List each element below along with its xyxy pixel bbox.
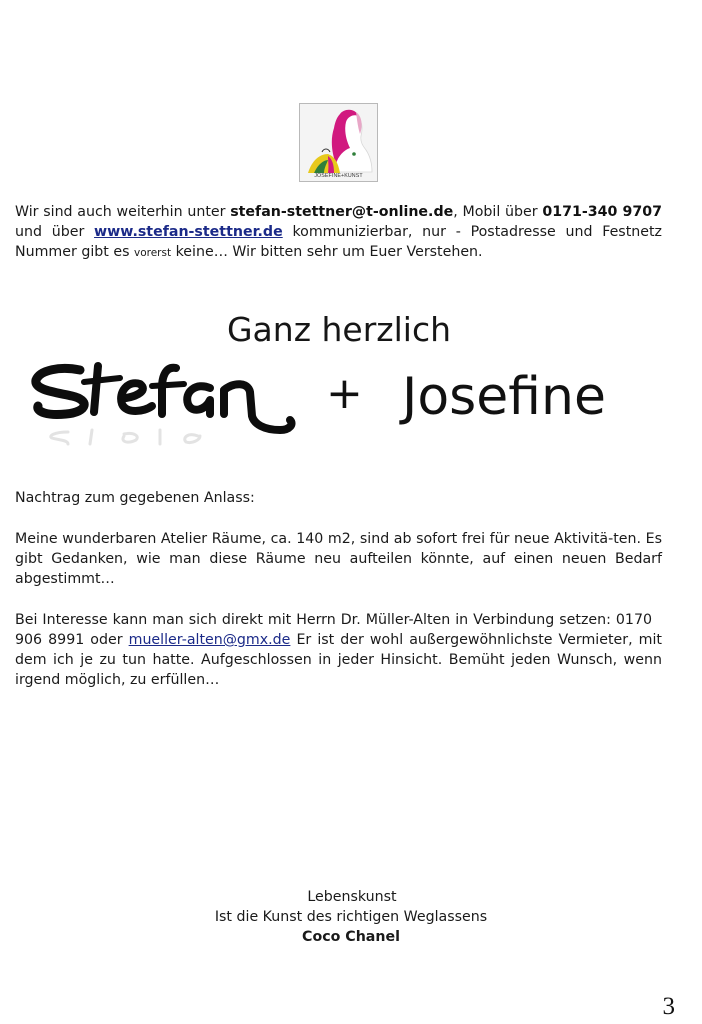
contact-text-4: kommunizierbar, nur - Postadresse und Festnetz Nummer gibt es [15,224,662,260]
addendum-paragraph-rooms: Meine wunderbaren Atelier Räume, ca. 140 m2, sind ab sofort frei für neue Aktivitä-ten. Es gibt Gedanken, wie man diese Räume neu aufteilen könnte, auf einen neuen Bedarf abgestimmt… [15,531,662,587]
contact-paragraph [15,202,662,263]
contact-text-1: Wir sind auch weiterhin unter [15,204,231,220]
logo-artwork [300,104,378,182]
quote-line-1: Lebenskunst [307,889,397,905]
contact-intro-text: Bei Interesse kann man sich direkt mit Herrn Dr. Müller-Alten in Verbindung setzen: [15,612,616,628]
landlord-email-link[interactable]: mueller-alten@gmx.de [128,632,291,648]
addendum-paragraph-contact [15,610,662,690]
quote-author: Coco Chanel [302,929,400,945]
contact-text-5: keine… Wir bitten sehr um Euer Verstehen. [171,244,483,260]
page-number: 3 [662,993,675,1020]
greeting-line: Ganz herzlich [226,310,452,349]
website-link[interactable]: www.stefan-stettner.de [94,224,283,240]
contact-text-3: und über [15,224,95,240]
landlord-description: Er ist der wohl außergewöhnlichste Vermieter, mit dem ich je zu tun hatte. Aufgeschlossen in jeder Hinsicht. Bemüht jeden Wunsch, wenn irgend möglich, zu erfüllen… [15,632,662,688]
signature-stefan [28,358,308,448]
josefine-kunst-logo [299,103,378,182]
closing-quote [0,887,702,947]
oder-text: oder [84,632,129,648]
contact-small-word: vorerst [133,247,172,259]
quote-line-2: Ist die Kunst des richtigen Weglassens [214,909,488,925]
contact-text-2: , Mobil über [453,204,543,220]
plus-sign: + [326,368,363,419]
mobile-number: 0171-340 9707 [542,204,662,220]
contact-email: stefan-stettner@t-online.de [230,204,454,220]
logo-caption: JOSEFINE+KUNST [314,173,363,179]
phone-prefix: 0170 [615,612,652,628]
phone-number: 906 8991 [15,632,85,648]
addendum-heading: Nachtrag zum gegebenen Anlass: [15,490,255,506]
name-josefine: Josefine [402,367,606,427]
